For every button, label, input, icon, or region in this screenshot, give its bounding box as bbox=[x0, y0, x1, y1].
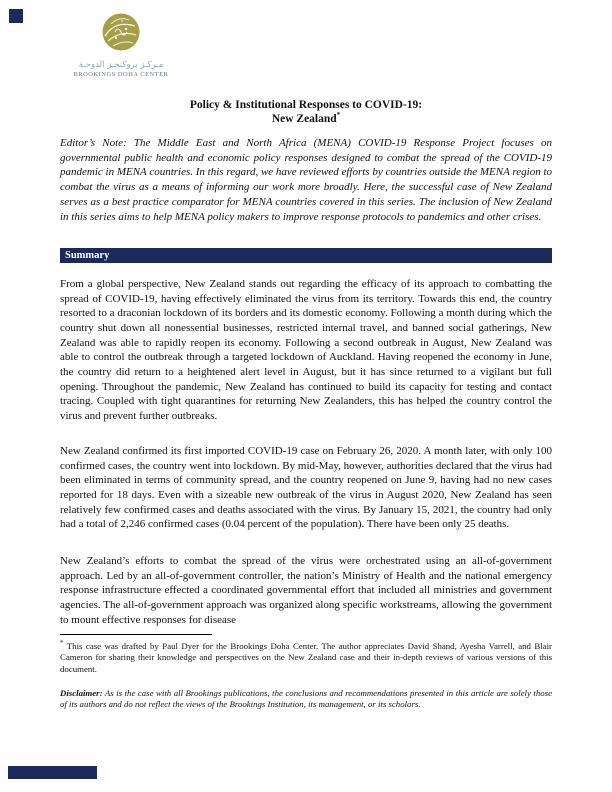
summary-paragraph-1: From a global perspective, New Zealand stands out regarding the efficacy of its approach to combatting the spread of COVID-19, having effectively eliminated the virus from its territory. Towards this end, the country resorted to a draconian lockdown of its borders and its domestic economy. Following a month during which the country shut down all nonessential businesses, restricted internal travel, and banned social gatherings, New Zealand was able to rapidly reopen its economy. Following a second outbreak in August, New Zealand was able to control the outbreak through a targeted lockdown of Auckland. Having reopened the economy in June, the country did return to a heightened alert level in August, but it has since returned to a vigilant but full opening. Throughout the pandemic, New Zealand has continued to build its capacity for testing and contact tracing. Coupled with tight quarantines for returning New Zealanders, this has helped the country control the virus and prevent further outbreaks. bbox=[60, 278, 552, 422]
logo-english-name: BROOKINGS DOHA CENTER bbox=[73, 71, 169, 78]
top-left-corner-mark bbox=[9, 9, 23, 23]
footnote bbox=[60, 641, 552, 675]
document-title bbox=[60, 98, 552, 126]
summary-paragraph-2: New Zealand confirmed its first imported COVID-19 case on February 26, 2020. A month later, with only 100 confirmed cases, the country went into lockdown. By mid-May, however, authorities declared that the virus had been eliminated in terms of community spread, and the country reopened on June 9, having had no new cases reported for 18 days. Even with a sizeable new outbreak of the virus in August 2020, New Zealand has seen relatively few confirmed cases and deaths associated with the virus. By January 15, 2021, the country had only had a total of 2,246 confirmed cases (0.04 percent of the population). There have been only 25 deaths. bbox=[60, 445, 552, 531]
logo-arabic-name: مـركـز بروكنجـز الدوحـة bbox=[78, 60, 164, 70]
brookings-doha-logo bbox=[70, 12, 172, 78]
editors-note-body: The Middle East and North Africa (MENA) COVID-19 Response Project focuses on governmental public health and economic policy responses designed to combat the spread of the COVID-19 pandemic in MENA countries. In this regard, we have reviewed efforts by countries outside the MENA region to combat the virus as a means of informing our work more broadly. Here, the successful case of New Zealand serves as a best practice comparator for MENA countries covered in this series. The inclusion of New Zealand in this series aims to help MENA policy makers to improve response protocols to pandemics and other crises. bbox=[60, 137, 552, 223]
title-line-2-text: New Zealand bbox=[271, 113, 337, 125]
footnote-marker: * bbox=[60, 639, 64, 648]
title-footnote-marker: * bbox=[336, 111, 341, 120]
title-line-2 bbox=[60, 112, 552, 126]
summary-paragraph-3: New Zealand’s efforts to combat the spread of the virus were orchestrated using an all-of-government approach. Led by an all-of-government controller, the nation’s Ministry of Health and the national emergency response infrastructure effected a coordinated governmental effort that included all ministries and government agencies. The all-of-government approach was organized along specific workstreams, allowing the government to mount effective responses for disease bbox=[60, 555, 552, 626]
summary-section-header bbox=[60, 248, 552, 263]
disclaimer bbox=[60, 688, 552, 711]
summary-section-header-label: Summary bbox=[65, 250, 110, 261]
footnote-divider bbox=[60, 634, 212, 635]
bottom-left-footer-mark bbox=[8, 766, 97, 779]
footnote-body: This case was drafted by Paul Dyer for the Brookings Doha Center. The author appreciates David Shand, Ayesha Varrell, and Blair Cameron for sharing their knowledge and perspectives on the New Zealand case and their in-depth reviews of various versions of this document. bbox=[60, 641, 552, 674]
editors-note bbox=[60, 136, 552, 224]
disclaimer-body: As is the case with all Brookings publications, the conclusions and recommendations presented in this article are solely those of its authors and do not reflect the views of the Brookings Institution, its management, or its scholars. bbox=[60, 688, 552, 710]
title-line-1: Policy & Institutional Responses to COVID-19: bbox=[189, 99, 423, 111]
editors-note-label: Editor’s Note: bbox=[60, 137, 127, 149]
disclaimer-label: Disclaimer: bbox=[60, 688, 103, 698]
logo-medallion-icon bbox=[101, 12, 141, 52]
